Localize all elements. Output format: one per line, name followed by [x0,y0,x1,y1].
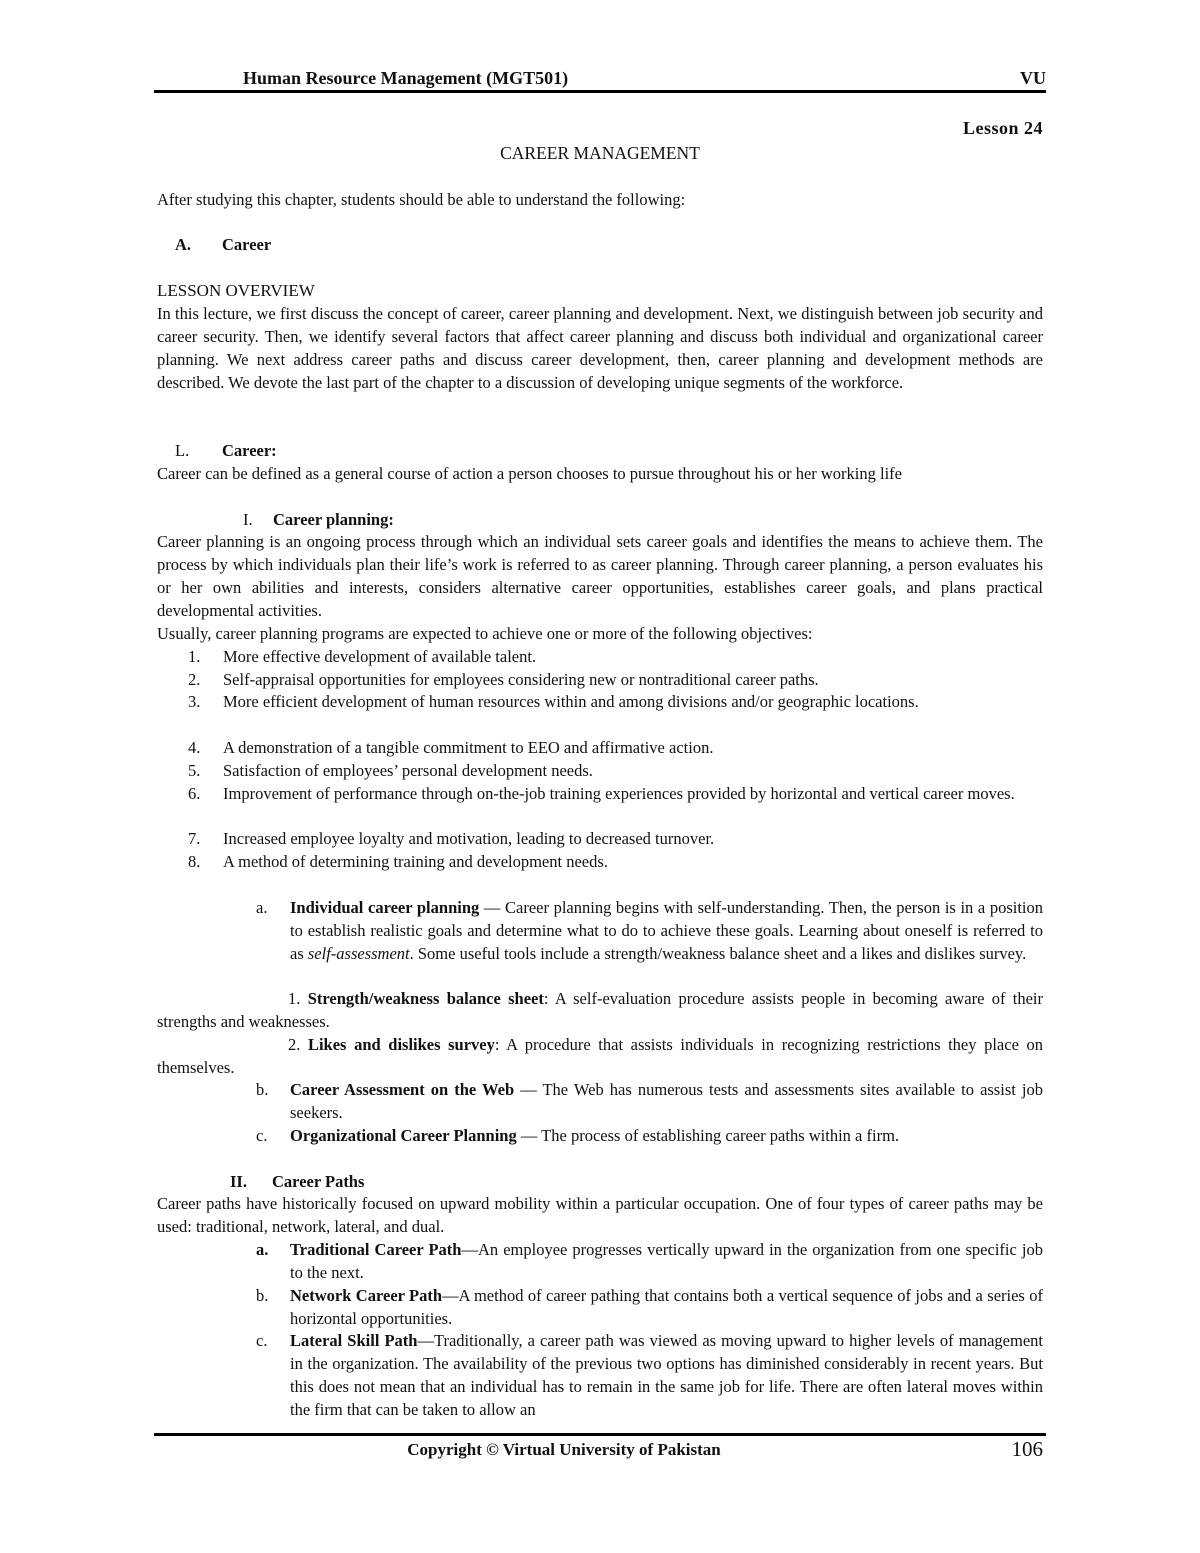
header-rule [154,90,1046,93]
tool-text: : A self-evaluation procedure assists people in becoming aware of their strengths and weaknesses. [157,989,1043,1031]
intro-text: After studying this chapter, students should be able to understand the following: [157,190,686,209]
tool-text: : A procedure that assists individuals in recognizing restrictions they place on themselves. [157,1035,1043,1077]
career-path-text [290,1238,1043,1284]
planning-type-text [290,896,1043,965]
objective-text: Increased employee loyalty and motivation, leading to decreased turnover. [223,829,715,848]
planning-type-term: Organizational Career Planning [290,1126,517,1145]
objective-item [188,645,1043,668]
planning-type-text [290,1078,1043,1124]
topic-label: Career [222,235,272,254]
objective-item [188,736,1043,759]
objective-number: 7. [188,829,201,848]
objective-item [188,850,1043,873]
planning-type-desc-before: Career planning begins with self-understanding. Then, the person is in a position to establish realistic goals and determine what to do to achieve these goals. Learning about oneself is referred to as [290,898,1044,963]
planning-type-a [256,896,1043,965]
planning-type-term: Individual career planning [290,898,480,917]
career-path-marker: b. [256,1286,269,1305]
tool-term: Likes and dislikes survey [307,1035,495,1054]
career-paths-heading [230,1170,1043,1193]
objective-text: A demonstration of a tangible commitment to EEO and affirmative action. [223,738,714,757]
career-path-term: Lateral Skill Path [290,1331,418,1350]
career-heading [175,439,1043,462]
page-title: CAREER MANAGEMENT [500,143,700,163]
career-planning-marker: I. [243,510,253,529]
career-paths-marker: II. [230,1172,247,1191]
planning-type-marker: c. [256,1126,268,1145]
objective-item [188,759,1043,782]
footer-rule [154,1433,1046,1436]
career-path-term: Network Career Path [290,1286,443,1305]
page-number: 106 [1011,1437,1043,1461]
objective-number: 8. [188,852,201,871]
objective-number: 1. [188,647,201,666]
career-path-desc: —An employee progresses vertically upward in the organization from one specific job to the next. [290,1240,1043,1282]
tool-number: 2. [288,1035,301,1054]
tool-item [157,987,1043,1033]
planning-type-dash: — [479,898,505,917]
career-path-marker: c. [256,1331,268,1350]
career-path-text [290,1284,1043,1330]
lesson-label: Lesson 24 [962,118,1043,138]
career-heading-label: Career: [222,441,277,460]
objective-number: 5. [188,761,201,780]
career-path-text [290,1329,1043,1421]
objective-text: Satisfaction of employees’ personal development needs. [223,761,593,780]
career-planning-paragraph: Career planning is an ongoing process through which an individual sets career goals and identifies the means to achieve them. The process by which individuals plan their life’s work is referred to as career planning. Through career planning, a person evaluates his or her own abilities and interests, considers alternative career opportunities, establishes career goals, and plans practical developmental activities. [157,532,1043,620]
career-path-item [256,1238,1043,1284]
career-planning-heading [243,508,1043,531]
career-paths-heading-label: Career Paths [272,1172,365,1191]
overview-heading: LESSON OVERVIEW [157,281,315,300]
objective-text: More efficient development of human resources within and among divisions and/or geographic locations. [223,692,919,711]
objective-number: 4. [188,738,201,757]
objective-number: 6. [188,784,201,803]
career-path-desc: —Traditionally, a career path was viewed as moving upward to higher levels of management in the organization. The availability of the previous two options has diminished considerably in recent years. But this does not mean that an individual has to remain in the same job for life. There are often lateral moves within the firm that can be taken to allow an [290,1331,1043,1419]
self-assessment-term: self-assessment [307,944,410,963]
objective-item [188,668,1043,691]
planning-type-desc-after: . Some useful tools include a strength/weakness balance sheet and a likes and dislikes survey. [409,944,1027,963]
objective-item [188,690,1043,713]
planning-type-marker: b. [256,1080,269,1099]
objectives-intro: Usually, career planning programs are expected to achieve one or more of the following objectives: [157,624,813,643]
tool-item [157,1033,1043,1079]
planning-type-text [290,1124,1043,1147]
running-header-institution: VU [1020,68,1046,88]
objective-number: 2. [188,670,201,689]
topic-item [175,233,1043,256]
planning-type-marker: a. [256,898,268,917]
career-path-desc: —A method of career pathing that contains both a vertical sequence of jobs and a series of horizontal opportunities. [290,1286,1043,1328]
objective-item [188,827,1043,850]
objective-text: More effective development of available talent. [223,647,537,666]
career-planning-heading-label: Career planning: [273,510,394,529]
planning-type-c [256,1124,1043,1147]
objective-text: Self-appraisal opportunities for employees considering new or nontraditional career paths. [223,670,819,689]
planning-type-desc: — The Web has numerous tests and assessments sites available to assist job seekers. [290,1080,1043,1122]
career-paths-paragraph: Career paths have historically focused on upward mobility within a particular occupation. One of four types of career paths may be used: traditional, network, lateral, and dual. [157,1194,1043,1236]
career-definition: Career can be defined as a general course of action a person chooses to pursue throughout his or her working life [157,464,902,483]
topic-marker: A. [175,235,192,254]
footer-copyright: Copyright © Virtual University of Pakistan [407,1440,721,1459]
planning-type-b [256,1078,1043,1124]
running-header-title: Human Resource Management (MGT501) [243,68,569,88]
tool-term: Strength/weakness balance sheet [307,989,544,1008]
objective-item [188,782,1043,805]
career-marker: L. [175,441,190,460]
career-path-marker: a. [256,1240,269,1259]
career-path-term: Traditional Career Path [290,1240,462,1259]
career-path-item [256,1329,1043,1421]
career-path-item [256,1284,1043,1330]
planning-type-desc: — The process of establishing career paths within a firm. [516,1126,900,1145]
tool-number: 1. [288,989,301,1008]
planning-type-term: Career Assessment on the Web [290,1080,515,1099]
objective-text: Improvement of performance through on-the-job training experiences provided by horizontal and vertical career moves. [223,784,1015,803]
overview-paragraph: In this lecture, we first discuss the concept of career, career planning and development. Next, we distinguish between job security and career security. Then, we identify several factors that affect career planning and discuss both individual and organizational career planning. We next address career paths and discuss career development, then, career planning and development methods are described. We devote the last part of the chapter to a discussion of developing unique segments of the workforce. [157,304,1043,392]
objective-text: A method of determining training and development needs. [223,852,608,871]
objective-number: 3. [188,692,201,711]
